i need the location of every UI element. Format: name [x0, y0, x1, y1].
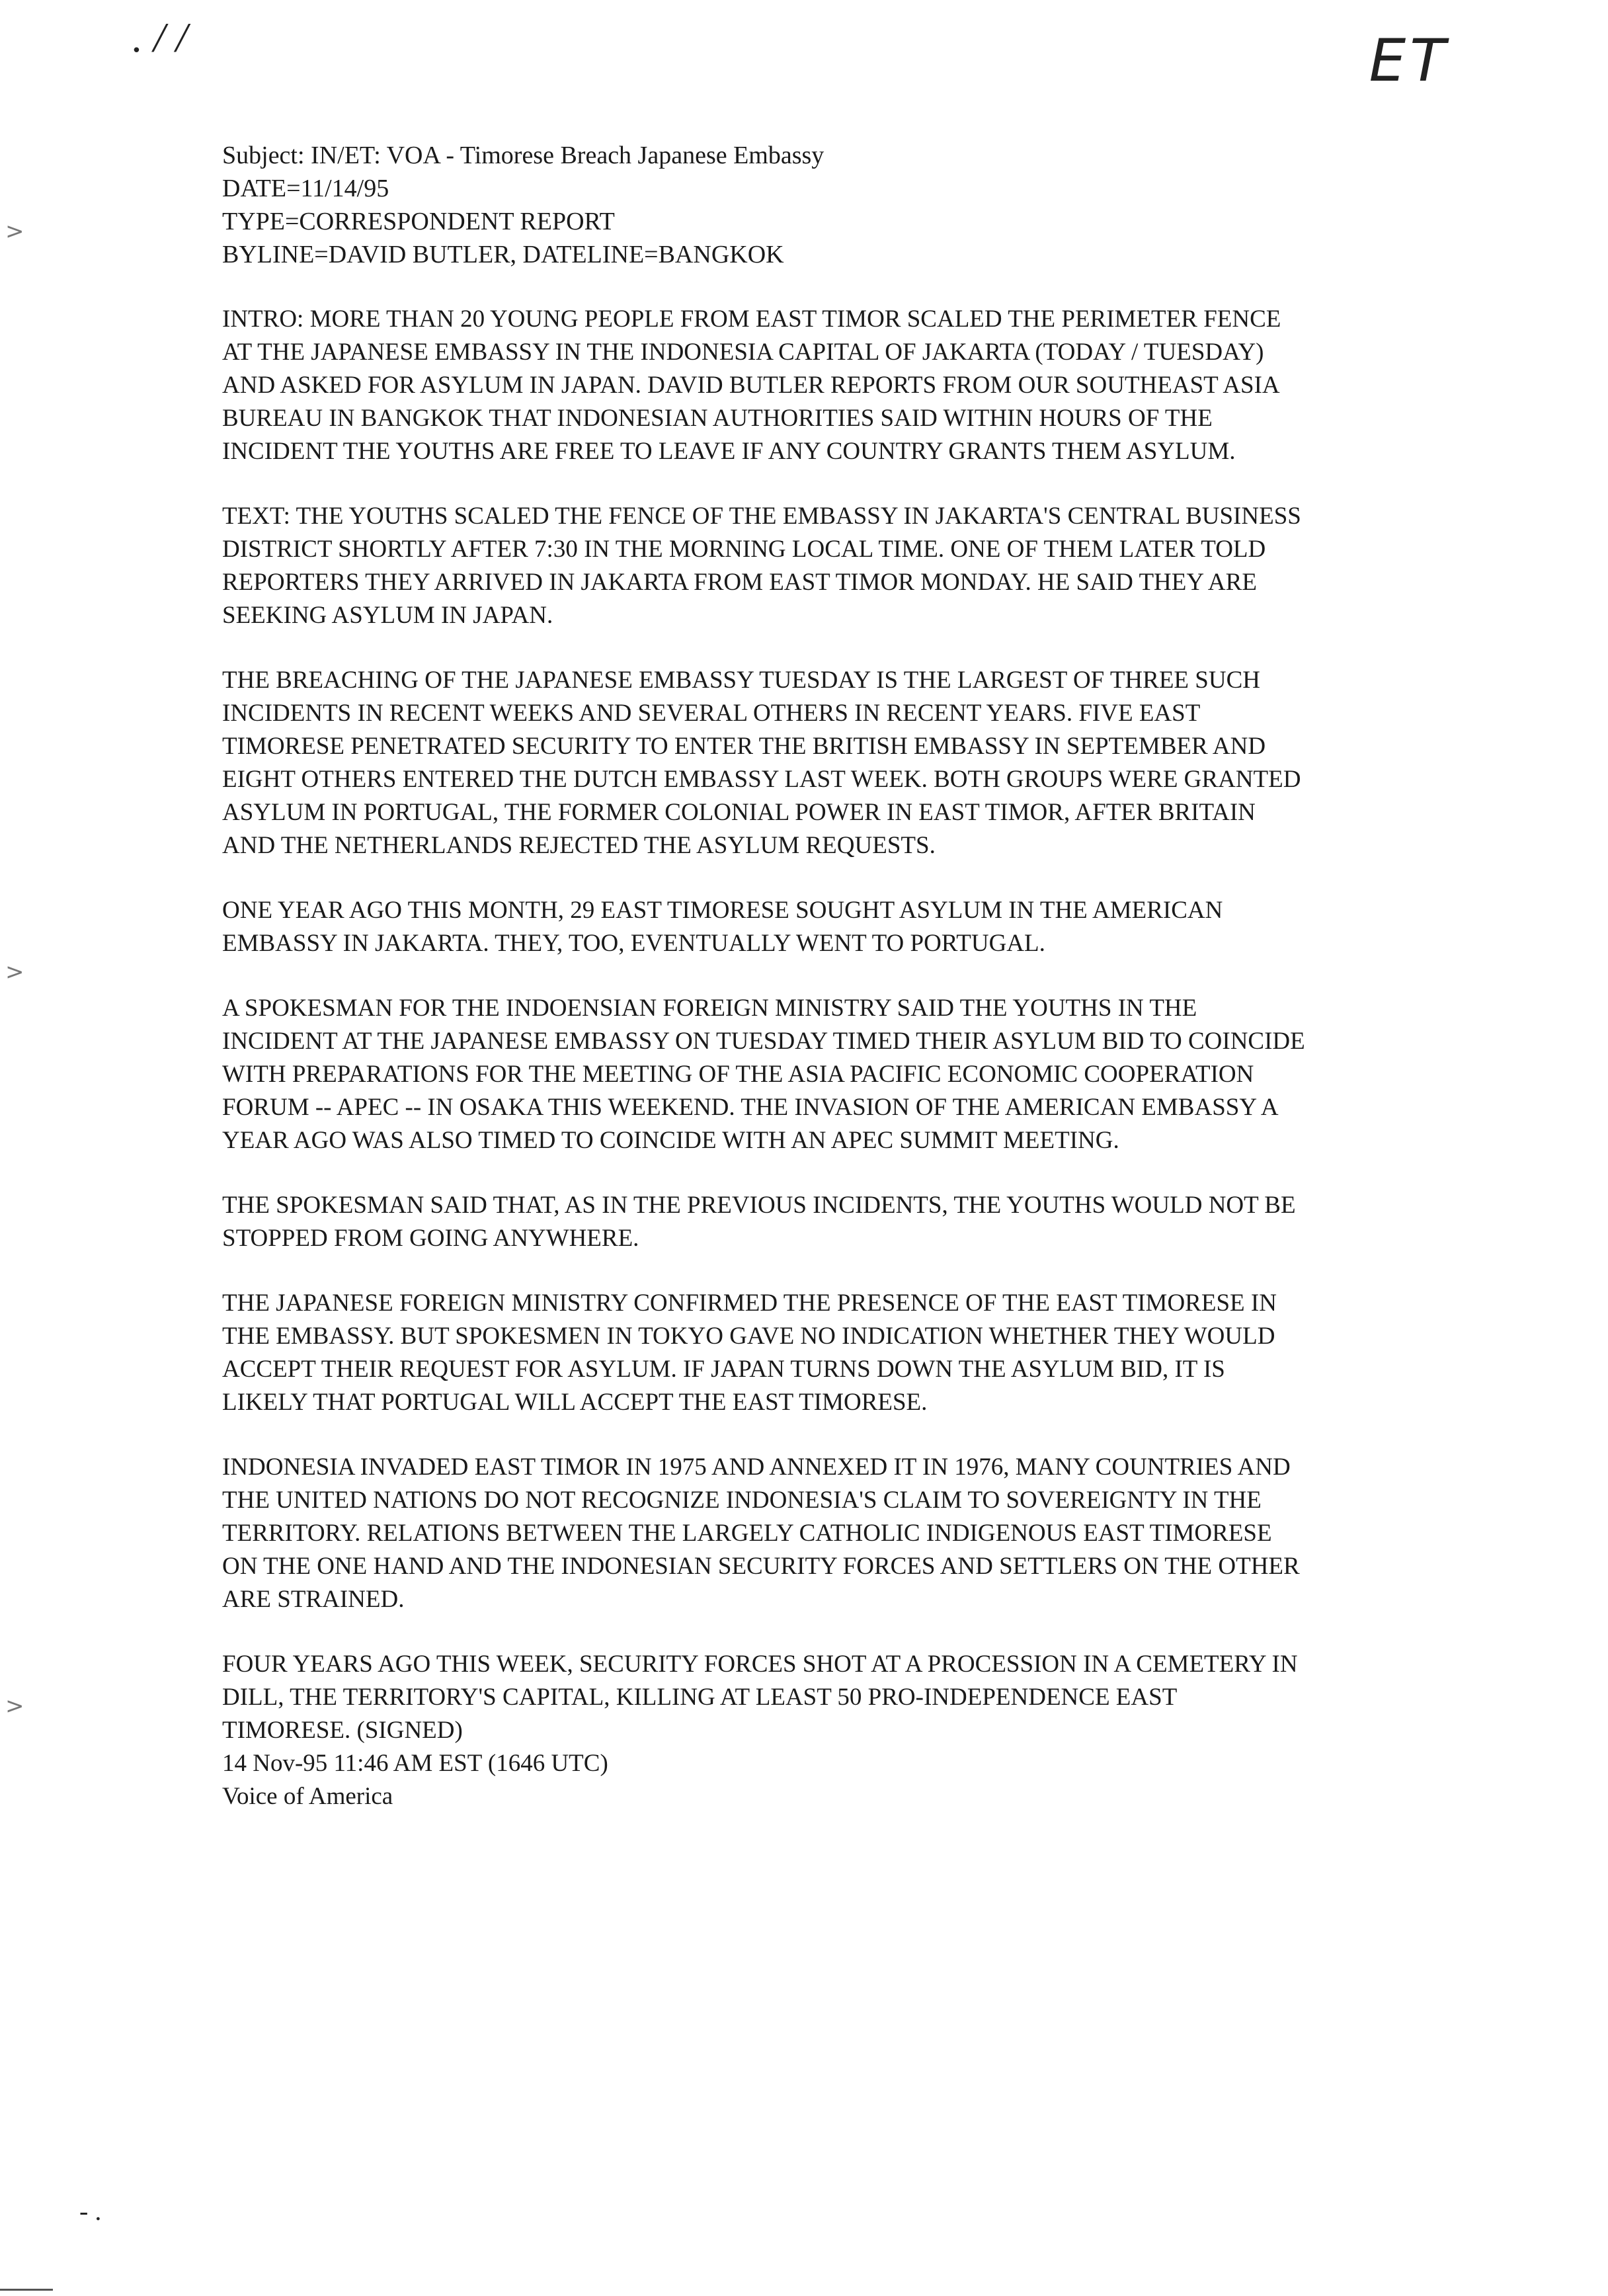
message-footer: [222, 1747, 1306, 1813]
type-line: TYPE=CORRESPONDENT REPORT: [222, 208, 615, 235]
byline: BYLINE=DAVID BUTLER, DATELINE=BANGKOK: [222, 241, 784, 268]
paragraph: THE SPOKESMAN SAID THAT, AS IN THE PREVIOUS INCIDENTS, THE YOUTHS WOULD NOT BE STOPPED FROM GOING ANYWHERE.: [222, 1192, 1296, 1252]
paragraph-closing: FOUR YEARS AGO THIS WEEK, SECURITY FORCES SHOT AT A PROCESSION IN A CEMETERY IN DILL, THE TERRITORY'S CAPITAL, KILLING AT LEAST 50 PRO-INDEPENDENCE EAST TIMORESE. (SIGNED): [222, 1651, 1298, 1744]
handwritten-mark-top-left: . / /: [132, 14, 188, 61]
subject-line: Subject: IN/ET: VOA - Timorese Breach Japanese Embassy: [222, 142, 824, 169]
paragraph: TEXT: THE YOUTHS SCALED THE FENCE OF THE EMBASSY IN JAKARTA'S CENTRAL BUSINESS DISTRICT SHORTLY AFTER 7:30 IN THE MORNING LOCAL TIME. ONE OF THEM LATER TOLD REPORTERS THEY ARRIVED IN JAKARTA FROM EAST TIMOR MONDAY. HE SAID THEY ARE SEEKING ASYLUM IN JAPAN.: [222, 503, 1301, 629]
paragraph: ONE YEAR AGO THIS MONTH, 29 EAST TIMORESE SOUGHT ASYLUM IN THE AMERICAN EMBASSY IN JAKARTA. THEY, TOO, EVENTUALLY WENT TO PORTUGAL.: [222, 897, 1223, 957]
margin-mark-bottom-left: - .: [79, 2196, 102, 2226]
margin-tick: >: [5, 218, 24, 245]
paragraph: THE BREACHING OF THE JAPANESE EMBASSY TUESDAY IS THE LARGEST OF THREE SUCH INCIDENTS IN RECENT WEEKS AND SEVERAL OTHERS IN RECENT YEARS. FIVE EAST TIMORESE PENETRATED SECURITY TO ENTER THE BRITISH EMBASSY IN SEPTEMBER AND EIGHT OTHERS ENTERED THE DUTCH EMBASSY LAST WEEK. BOTH GROUPS WERE GRANTED ASYLUM IN PORTUGAL, THE FORMER COLONIAL POWER IN EAST TIMOR, AFTER BRITAIN AND THE NETHERLANDS REJECTED THE ASYLUM REQUESTS.: [222, 667, 1301, 859]
message-header: [222, 139, 1306, 271]
report-text: [222, 303, 1306, 1747]
margin-tick: >: [5, 959, 24, 985]
date-line: DATE=11/14/95: [222, 175, 389, 202]
timestamp: 14 Nov-95 11:46 AM EST (1646 UTC): [222, 1750, 608, 1777]
paragraph: INDONESIA INVADED EAST TIMOR IN 1975 AND ANNEXED IT IN 1976, MANY COUNTRIES AND THE UNITED NATIONS DO NOT RECOGNIZE INDONESIA'S CLAIM TO SOVEREIGNTY IN THE TERRITORY. RELATIONS BETWEEN THE LARGELY CATHOLIC INDIGENOUS EAST TIMORESE ON THE ONE HAND AND THE INDONESIAN SECURITY FORCES AND SETTLERS ON THE OTHER ARE STRAINED.: [222, 1454, 1300, 1613]
paragraph: THE JAPANESE FOREIGN MINISTRY CONFIRMED THE PRESENCE OF THE EAST TIMORESE IN THE EMBASSY. BUT SPOKESMEN IN TOKYO GAVE NO INDICATION WHETHER THEY WOULD ACCEPT THEIR REQUEST FOR ASYLUM. IF JAPAN TURNS DOWN THE ASYLUM BID, IT IS LIKELY THAT PORTUGAL WILL ACCEPT THE EAST TIMORESE.: [222, 1290, 1277, 1416]
document-body: [222, 139, 1306, 1813]
paragraph: A SPOKESMAN FOR THE INDOENSIAN FOREIGN MINISTRY SAID THE YOUTHS IN THE INCIDENT AT THE JAPANESE EMBASSY ON TUESDAY TIMED THEIR ASYLUM BID TO COINCIDE WITH PREPARATIONS FOR THE MEETING OF THE ASIA PACIFIC ECONOMIC COOPERATION FORUM -- APEC -- IN OSAKA THIS WEEKEND. THE INVASION OF THE AMERICAN EMBASSY A YEAR AGO WAS ALSO TIMED TO COINCIDE WITH AN APEC SUMMIT MEETING.: [222, 995, 1305, 1154]
paragraph-intro: INTRO: MORE THAN 20 YOUNG PEOPLE FROM EAST TIMOR SCALED THE PERIMETER FENCE AT THE JAPANESE EMBASSY IN THE INDONESIA CAPITAL OF JAKARTA (TODAY / TUESDAY) AND ASKED FOR ASYLUM IN JAPAN. DAVID BUTLER REPORTS FROM OUR SOUTHEAST ASIA BUREAU IN BANGKOK THAT INDONESIAN AUTHORITIES SAID WITHIN HOURS OF THE INCIDENT THE YOUTHS ARE FREE TO LEAVE IF ANY COUNTRY GRANTS THEM ASYLUM.: [222, 306, 1281, 465]
source-name: Voice of America: [222, 1783, 393, 1810]
margin-tick: >: [5, 1693, 24, 1719]
handwritten-page-tag: ET: [1369, 26, 1449, 95]
page-edge-rule: [0, 2289, 53, 2291]
